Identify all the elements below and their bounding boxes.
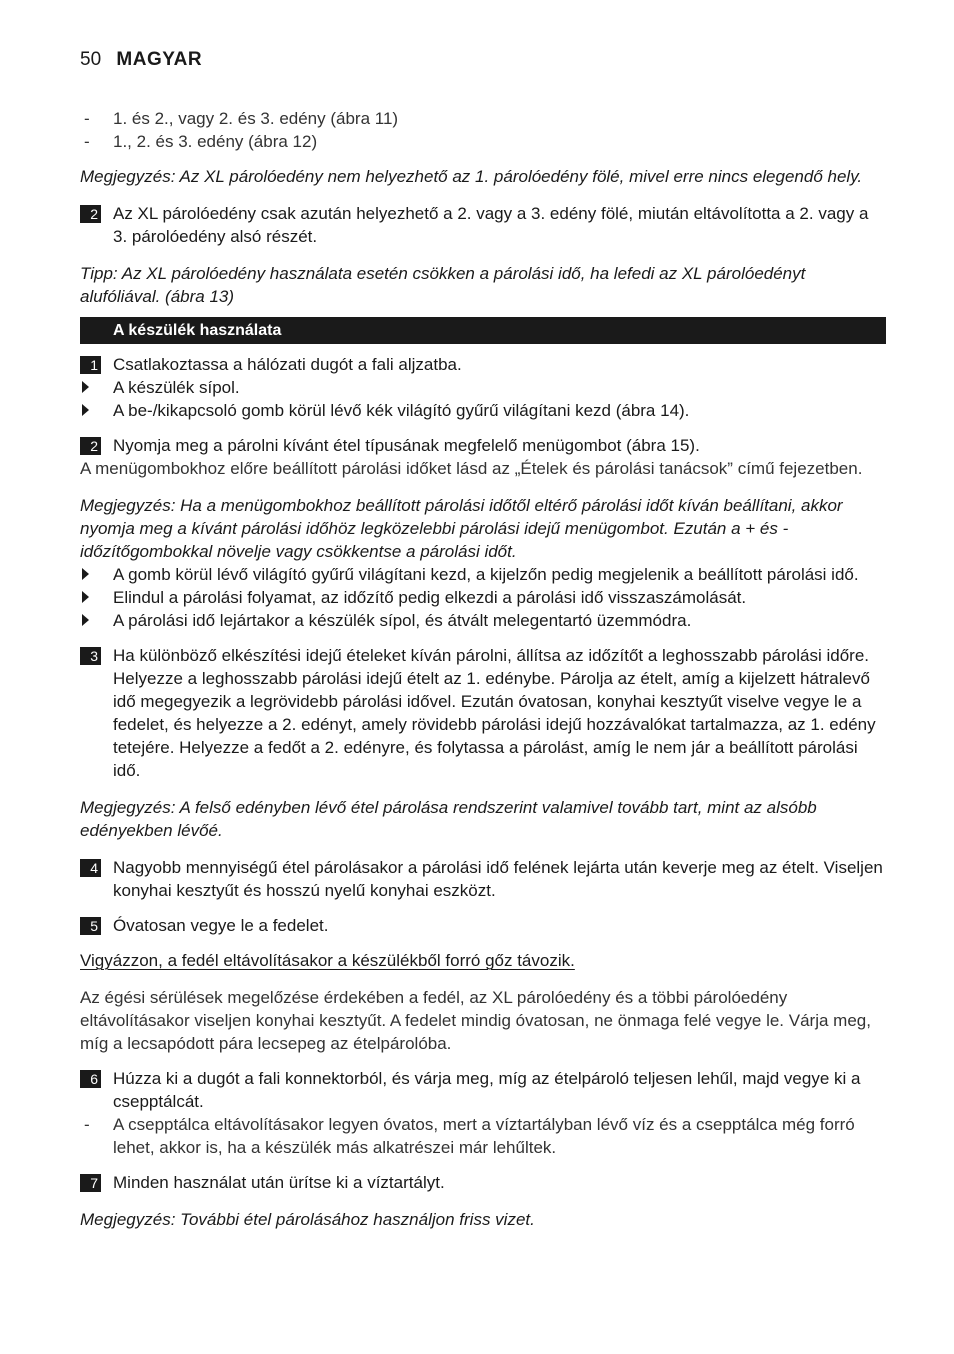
dash-marker: -	[84, 109, 90, 128]
language-heading: MAGYAR	[116, 49, 203, 70]
page-header	[80, 48, 202, 72]
triangle-bullet-icon	[82, 614, 89, 626]
triangle-bullet-icon	[82, 591, 89, 603]
info-paragraph: Az égési sérülések megelőzése érdekében a fedél, az XL párolóedény és a többi párolóedény eltávolításakor viseljen konyhai kesztyűt. A fedelet mindig óvatosan, ne önmaga felé vegye le. Várja meg, míg a lecsapódott pára lecsepeg az ételpárolóba.	[80, 988, 871, 1053]
step-item: 5 Óvatosan vegye le a fedelet.	[80, 914, 886, 937]
step-number-badge: 6	[80, 1070, 101, 1088]
list-item: - A csepptálca eltávolításakor legyen óvatos, mert a víztartályban lévő víz és a csepptálca még forró lehet, akkor is, ha a készülék más alkatrészei már lehűltek.	[80, 1113, 886, 1159]
step-item: 7 Minden használat után ürítse ki a víztartályt.	[80, 1171, 886, 1194]
note-paragraph: Megjegyzés: Az XL párolóedény nem helyezhető az 1. párolóedény fölé, mivel erre nincs elegendő hely.	[80, 167, 863, 186]
triangle-bullet-icon	[82, 568, 89, 580]
note-paragraph: Megjegyzés: Ha a menügombokhoz beállított párolási időtől eltérő párolási időt kíván beállítani, akkor nyomja meg a kívánt párolási időhöz legközelebbi párolási idejű menügombot. Ezután a + és - időzítőgombokkal növelje vagy csökkentse a párolási időt.	[80, 496, 843, 561]
step-number-badge: 5	[80, 917, 101, 935]
page-content	[80, 107, 886, 1231]
bullet-item: A gomb körül lévő világító gyűrű világítani kezd, a kijelzőn pedig megjelenik a beállított párolási idő.	[80, 563, 886, 586]
step-item: 2 Az XL párolóedény csak azután helyezhető a 2. vagy a 3. edény fölé, miután eltávolította a 2. vagy a 3. párolóedény alsó részét.	[80, 202, 886, 248]
bullet-item: A készülék sípol.	[80, 376, 886, 399]
step-number-badge: 4	[80, 859, 101, 877]
step-item: 1 Csatlakoztassa a hálózati dugót a fali aljzatba.	[80, 353, 886, 376]
step-item: 4 Nagyobb mennyiségű étel párolásakor a párolási idő felének lejárta után keverje meg az ételt. Viseljen konyhai kesztyűt és hosszú nyelű konyhai eszközt.	[80, 856, 886, 902]
warning-text: Vigyázzon, a fedél eltávolításakor a készülékből forró gőz távozik.	[80, 951, 575, 970]
note-paragraph: Megjegyzés: További étel párolásához használjon friss vizet.	[80, 1210, 535, 1229]
step-number-badge: 2	[80, 437, 101, 455]
note-paragraph: Megjegyzés: A felső edényben lévő étel párolása rendszerint valamivel tovább tart, mint az alsóbb edényekben lévőé.	[80, 798, 817, 840]
dash-marker: -	[84, 1115, 90, 1134]
bullet-item: A be-/kikapcsoló gomb körül lévő kék világító gyűrű világítani kezd (ábra 14).	[80, 399, 886, 422]
bullet-item: Elindul a párolási folyamat, az időzítő pedig elkezdi a párolási idő visszaszámolását.	[80, 586, 886, 609]
info-paragraph: A menügombokhoz előre beállított párolási időket lásd az „Ételek és párolási tanácsok” című fejezetben.	[80, 459, 863, 478]
triangle-bullet-icon	[82, 404, 89, 416]
step-item: 3 Ha különböző elkészítési idejű ételeket kíván párolni, állítsa az időzítőt a leghosszabb párolási időre. Helyezze a leghosszabb párolási idejű ételt az 1. edénybe. Párolja az ételt, amíg a kijelzett hátralevő idő megegyezik a legrövidebb párolási idővel. Ezután óvatosan, konyhai kesztyűt viselve vegye le a fedelet, és helyezze a 2. edényt, amely rövidebb párolási idejű hozzávalókat tartalmazza, az 1. edény tetejére. Helyezze a fedőt a 2. edényre, és folytassa a párolást, amíg le nem jár a beállított párolási idő.	[80, 644, 886, 782]
section-heading: A készülék használata	[80, 317, 886, 344]
step-number-badge: 7	[80, 1174, 101, 1192]
dash-marker: -	[84, 132, 90, 151]
tip-paragraph: Tipp: Az XL párolóedény használata esetén csökken a párolási idő, ha lefedi az XL párolóedényt alufóliával. (ábra 13)	[80, 264, 806, 306]
bullet-item: A párolási idő lejártakor a készülék sípol, és átvált melegentartó üzemmódra.	[80, 609, 886, 632]
page-number: 50	[80, 49, 102, 70]
triangle-bullet-icon	[82, 381, 89, 393]
step-number-badge: 2	[80, 205, 101, 223]
list-item: - 1. és 2., vagy 2. és 3. edény (ábra 11)	[80, 107, 886, 130]
list-item: - 1., 2. és 3. edény (ábra 12)	[80, 130, 886, 153]
step-item: 6 Húzza ki a dugót a fali konnektorból, és várja meg, míg az ételpároló teljesen lehűl, majd vegye ki a csepptálcát.	[80, 1067, 886, 1113]
step-number-badge: 3	[80, 647, 101, 665]
step-item: 2 Nyomja meg a párolni kívánt étel típusának megfelelő menügombot (ábra 15).	[80, 434, 886, 457]
step-number-badge: 1	[80, 356, 101, 374]
